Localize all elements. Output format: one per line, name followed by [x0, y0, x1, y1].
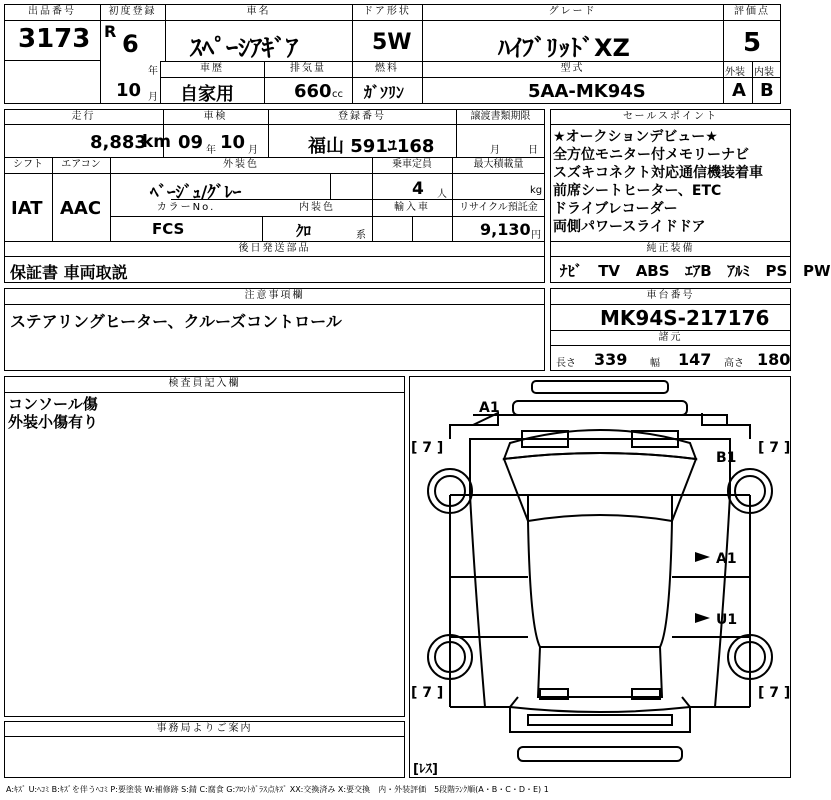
car-diagram [409, 376, 791, 778]
recycle-label: リサイクル預託金 [459, 202, 538, 213]
history-label: 車歴 [200, 63, 224, 74]
transfer-day-unit: 日 [528, 145, 538, 156]
lot-label: 出品番号 [28, 6, 76, 17]
ext-color: ﾍﾞｰｼﾞｭ/ｸﾞﾚｰ [150, 183, 242, 203]
grade: ﾊｲﾌﾞﾘｯﾄﾞXZ [498, 34, 630, 62]
displacement-label: 排気量 [290, 63, 326, 74]
inspector-notes [8, 395, 98, 431]
later-parts: 保証書 車両取説 [10, 263, 128, 282]
tire-front-left: [ 7 ] [411, 440, 444, 456]
inspector-label: 検査員記入欄 [168, 378, 241, 389]
first-reg-era: R [104, 22, 117, 41]
sales-points-list [553, 128, 763, 236]
damage-mark-u1: U1 [716, 612, 738, 628]
mileage-label: 走行 [71, 111, 96, 122]
first-reg-year: 6 [122, 30, 139, 58]
score-ext: A [732, 80, 746, 101]
color-no-label: カラーNo. [156, 202, 216, 213]
history: 自家用 [180, 84, 234, 105]
import-label: 輸入車 [394, 202, 430, 213]
inspector-line: コンソール傷 [8, 395, 98, 413]
model-label: 型式 [560, 63, 585, 74]
sales-point: ドライブレコーダー [553, 201, 678, 217]
car-name: ｽﾍﾟｰｼｱｷﾞｱ [190, 34, 298, 62]
fuel: ｶﾞｿﾘﾝ [364, 83, 405, 102]
width: 147 [678, 350, 712, 369]
doors: 5W [372, 30, 412, 55]
capacity-unit: 人 [437, 189, 447, 200]
damage-mark-b1: B1 [716, 450, 737, 466]
score-int: B [760, 80, 774, 101]
fuel-label: 燃料 [375, 63, 399, 74]
office-label: 事務局よりご案内 [156, 723, 253, 734]
length-label: 長さ [556, 358, 576, 369]
sales-point: スズキコネクト対応通信機装着車 [553, 165, 763, 181]
equipment-item: TV [598, 262, 621, 280]
transfer-label: 譲渡書類期限 [470, 111, 531, 122]
capacity-label: 乗車定員 [392, 159, 432, 170]
color-no: FCS [152, 220, 185, 238]
tire-front-right: [ 7 ] [758, 440, 791, 456]
sales-points-label: セールスポイント [622, 111, 719, 122]
model: 5AA-MK94S [528, 81, 646, 102]
score-ext-label: 外装 [725, 67, 745, 78]
notes-label: 注意事項欄 [244, 290, 305, 301]
registration: 福山 591ﾕ168 [308, 136, 435, 157]
sales-point: 全方位モニター付メモリーナビ [553, 147, 749, 163]
car-outline [410, 377, 790, 777]
shift: IAT [11, 198, 43, 219]
max-load-unit: kg [530, 185, 543, 196]
inspection-year: 09 [178, 132, 204, 153]
recycle-unit: 円 [531, 230, 541, 241]
int-color: ｸﾛ [296, 222, 312, 240]
damage-mark-a1-front: A1 [479, 400, 500, 416]
equipment-list [560, 260, 831, 281]
sales-point: 前席シートヒーター、ETC [553, 183, 722, 199]
recycle: 9,130 [480, 220, 531, 239]
damage-mark-a1-right: A1 [716, 551, 737, 567]
sales-point: ★オークションデビュー★ [553, 129, 718, 145]
first-reg-label: 初度登録 [108, 6, 157, 17]
height-label: 高さ [724, 358, 744, 369]
spare-tire: [ﾚｽ] [413, 762, 438, 777]
inspection-month: 10 [220, 132, 246, 153]
tire-rear-right: [ 7 ] [758, 685, 791, 701]
int-color-unit: 系 [356, 230, 366, 241]
ext-color-label: 外装色 [223, 159, 259, 170]
mileage: 8,883 [90, 132, 147, 153]
grade-label: グレード [548, 6, 597, 17]
displacement-unit: cc [332, 89, 343, 100]
first-reg-year-unit: 年 [148, 66, 158, 77]
notes: ステアリングヒーター、クルーズコントロール [10, 312, 342, 331]
first-reg-month-unit: 月 [148, 92, 158, 103]
equipment-item: ﾅﾋﾞ [560, 262, 583, 280]
tire-rear-left: [ 7 ] [411, 685, 444, 701]
details-block [4, 109, 545, 257]
equipment-item: ABS [635, 262, 670, 280]
inspector-line: 外装小傷有り [8, 413, 99, 431]
inspection-label: 車検 [203, 111, 228, 122]
aircon-label: エアコン [61, 159, 101, 170]
inspection-month-unit: 月 [248, 145, 258, 156]
dims-label: 諸元 [658, 332, 683, 343]
legend: A:ｷｽﾞ U:ﾍｺﾐ B:ｷｽﾞを伴うﾍｺﾐ P:要塗装 W:補修跡 S:錆 C:腐食 G:ﾌﾛﾝﾄｶﾞﾗｽ点ｷｽﾞ XX:交換済み X:要交換 内・外装評価 5段階ﾗﾝｸ順(A・B・C・D・E) 1 [6, 785, 549, 794]
first-reg-month: 10 [116, 80, 142, 101]
length: 339 [594, 350, 628, 369]
chassis-label: 車台番号 [646, 290, 695, 301]
chassis-number: MK94S-217176 [600, 306, 770, 330]
width-label: 幅 [650, 358, 660, 369]
doors-label: ドア形状 [363, 6, 411, 17]
int-color-label: 内装色 [299, 202, 335, 213]
equipment-item: PW [803, 262, 831, 280]
score: 5 [743, 28, 762, 58]
equipment-item: ｱﾙﾐ [727, 262, 750, 280]
shift-label: シフト [13, 159, 43, 170]
later-parts-label: 後日発送部品 [238, 243, 311, 254]
lot-number: 3173 [18, 24, 91, 54]
capacity: 4 [412, 179, 424, 199]
displacement: 660 [294, 81, 332, 102]
mileage-unit: km [142, 132, 172, 152]
score-label: 評価点 [734, 6, 770, 17]
max-load-label: 最大積載量 [473, 159, 524, 170]
aircon: AAC [60, 198, 102, 219]
car-name-label: 車名 [246, 6, 271, 17]
inspection-year-unit: 年 [206, 145, 216, 156]
equipment-label: 純正装備 [646, 243, 695, 254]
score-int-label: 内装 [754, 67, 774, 78]
equipment-item: PS [765, 262, 788, 280]
registration-label: 登録番号 [338, 111, 386, 122]
transfer-month-unit: 月 [490, 145, 500, 156]
equipment-item: ｴｱB [685, 262, 712, 280]
sales-point: 両側パワースライドドア [553, 219, 706, 235]
height: 180 [757, 350, 791, 369]
